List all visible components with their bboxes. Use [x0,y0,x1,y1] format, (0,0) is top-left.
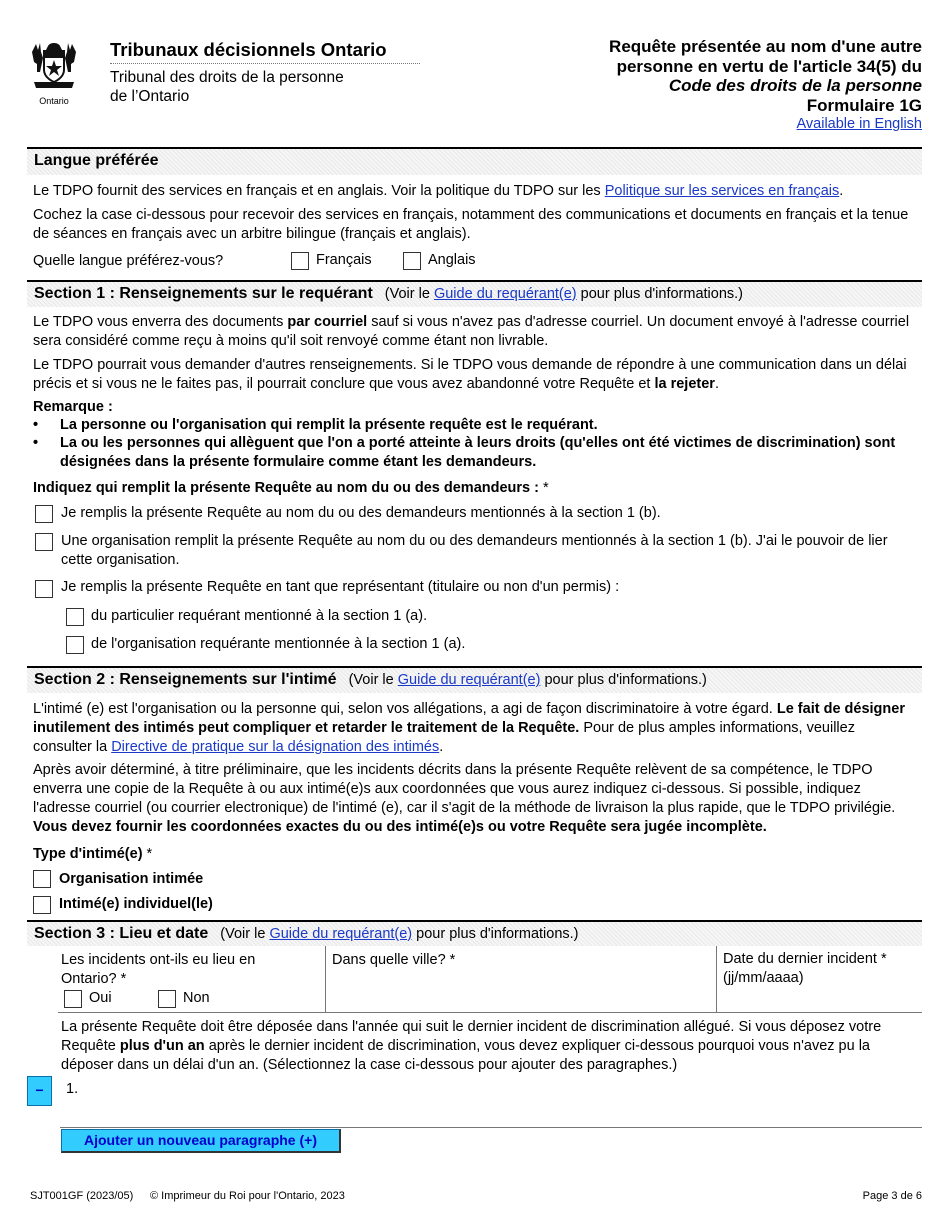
form-code: SJT001GF (2023/05) [30,1190,134,1202]
add-paragraph-button[interactable]: Ajouter un nouveau paragraphe (+) [61,1129,341,1153]
late-filing-a: La présente Requête doit être déposée dans l'année qui suit le dernier incident de discrimination allégué. Si vous déposez votre Requête [61,1019,882,1054]
filer-organization-checkbox[interactable] [35,533,53,551]
delivery-notice-a: Après avoir déterminé, à titre préliminaire, que les incidents décrits dans la présente Requête relèvent de sa compétence, le TDPO enverra une copie de la Requête à ou aux intimé(e)s aux coordonnées que vous aurez indiquez ci-dessous. Si possible, indiquez l'adresse courriel (ou courrier electronique) de l'intimé (e), car il s'agit de la méthode de livraison la plus rapide, que le TDPO privilégie. [33,762,896,816]
applicant-guide-link[interactable]: Guide du requérant(e) [269,926,413,942]
copyright: © Imprimeur du Roi pour l'Ontario, 2023 [150,1190,345,1202]
date-field[interactable] [717,946,922,1012]
tribunal-line-2: de l’Ontario [110,88,190,105]
respondent-def-c: Pour de plus amples informations, veuillez consulter la [33,719,855,755]
form-title-line-1: Requête présentée au nom d'une autre [609,37,922,56]
remark-title: Remarque : [33,399,113,415]
paragraph-number: 1. [66,1081,79,1097]
tribunal-name [110,68,344,106]
respondent-def-b: Le fait de désigner inutilement des intimés peut compliquer et retarder le traitement de la Requête. [33,701,905,736]
city-label: Dans quelle ville? * [332,952,456,968]
ontario-question: Les incidents ont-ils eu lieu en Ontario? * [61,952,256,987]
represent-individual-checkbox[interactable] [66,608,84,626]
guide-note-suffix: pour plus d'informations.) [540,672,707,688]
respondent-type-text: Type d'intimé(e) [33,846,143,862]
respondent-individual-checkbox[interactable] [33,896,51,914]
add-paragraph-rule [60,1127,922,1128]
english-checkbox[interactable] [403,252,421,270]
remove-paragraph-icon: − [35,1082,44,1098]
respondent-delivery-notice [33,761,913,836]
section-1-header [27,280,922,307]
language-question: Quelle langue préférez-vous? [33,253,224,269]
section-2-title: Section 2 : Renseignements sur l'intimé [34,671,337,688]
late-filing-b: plus d'un an [119,1037,205,1054]
delivery-notice-b: Vous devez fournir les coordonnées exactes du ou des intimé(e)s ou votre Requête sera jugée incomplète. [33,818,767,835]
respondent-organization-checkbox[interactable] [33,870,51,888]
respondent-def-d: . [439,738,444,755]
language-section-title: Langue préférée [34,152,159,169]
french-checkbox[interactable] [291,252,309,270]
guide-note-prefix: (Voir le [384,286,434,302]
section-2-guide-note [349,672,707,688]
form-title-block [609,37,922,135]
respondent-individual-label: Intimé(e) individuel(le) [59,896,213,912]
s1-info-request-notice [33,356,913,394]
filer-question [33,479,549,498]
late-filing-c: après le dernier incident de discrimination, vous devez expliquer ci-dessous pourquoi vous n'avez pu la déposer dans un délai d'un an. (Sélectionnez la case ci-dessous pour ajouter des paragraphes.) [61,1037,870,1073]
section-3-title: Section 3 : Lieu et date [34,925,209,942]
language-policy-text [33,182,913,201]
respondent-def-a: L'intimé (e) est l'organisation ou la personne qui, selon vos allégations, a agi de façon discriminatoire à votre égard. [33,701,777,717]
ontario-no-checkbox[interactable] [158,990,176,1008]
section-2-header [27,666,922,693]
section-1-title: Section 1 : Renseignements sur le requérant [34,285,373,302]
ontario-logo [28,38,80,106]
filer-question-text: Indiquez qui remplit la présente Requête au nom du ou des demandeurs : [33,480,539,496]
guide-note-suffix: pour plus d'informations.) [576,286,744,302]
applicant-guide-link[interactable]: Guide du requérant(e) [397,672,541,688]
french-label: Français [316,252,372,268]
available-in-english-link[interactable]: Available in English [796,116,922,132]
language-instructions: Cochez la case ci-dessous pour recevoir des services en français, notamment des communications et documents en français et la tenue de séances en français avec un arbitre bilingue (français et anglais). [33,207,909,242]
remark-bullet-2: • La ou les personnes qui allèguent que l'on a porté atteinte à leurs droits (qu'elles ont été victimes de discrimination) sont désignées dans la présente formulaire comme étant les demandeurs. [33,434,913,472]
language-policy-intro: Le TDPO fournit des services en français et en anglais. Voir la politique du TDPO sur les [33,183,605,199]
tribunal-line-1: Tribunal des droits de la personne [110,69,344,86]
s1-info-b: la rejeter [654,375,715,392]
s1-email-notice [33,313,913,351]
required-marker: * [538,480,549,496]
page-number: Page 3 de 6 [862,1190,922,1202]
remark-bullet-1-text: La personne ou l'organisation qui remplit la présente requête est le requérant. [60,417,598,433]
represent-individual-label: du particulier requérant mentionné à la section 1 (a). [91,608,428,624]
s1-email-notice-c: sauf si vous n'avez pas d'adresse courriel. Un document envoyé à l'adresse courriel sera considéré comme reçu à moins qu'il soit renvoyé comme étant non livrable. [33,314,910,349]
language-policy-end: . [839,183,844,199]
city-field[interactable] [326,946,716,1012]
applicant-guide-link[interactable]: Guide du requérant(e) [433,286,577,302]
form-title-line-3: Code des droits de la personne [668,76,922,95]
section-3-guide-note [220,926,578,942]
form-number: Formulaire 1G [806,95,922,115]
section-1-guide-note [385,286,743,302]
ontario-yes-checkbox[interactable] [64,990,82,1008]
language-section-header [27,147,922,175]
date-format-hint: (jj/mm/aaaa) [723,969,804,986]
filer-self-checkbox[interactable] [35,505,53,523]
filer-representative-label: Je remplis la présente Requête en tant que représentant (titulaire ou non d'un permis) : [61,579,620,595]
filer-self-label: Je remplis la présente Requête au nom du ou des demandeurs mentionnés à la section 1 (b). [61,505,661,521]
date-label: Date du dernier incident * [723,951,887,967]
remark-bullet-2-text: La ou les personnes qui allèguent que l'on a porté atteinte à leurs droits (qu'elles ont été victimes de discrimination) sont désignées dans la présente formulaire comme étant les demandeurs. [60,435,896,470]
guide-note-prefix: (Voir le [220,926,270,942]
header-rule [110,63,420,64]
logo-caption: Ontario [39,95,69,106]
ontario-no-label: Non [183,990,210,1006]
s1-info-a: Le TDPO pourrait vous demander d'autres renseignements. Si le TDPO vous demande de répondre à une communication dans un délai précis et si vous ne le faites pas, il pourrait conclure que vous avez abandonné votre Requête et [33,357,907,392]
form-title-line-2: personne en vertu de l'article 34(5) du [616,56,922,76]
respondent-type-label [33,845,152,864]
guide-note-suffix: pour plus d'informations.) [412,926,579,942]
represent-organization-label: de l'organisation requérante mentionnée à la section 1 (a). [91,636,466,652]
respondent-definition [33,700,913,757]
english-label: Anglais [428,252,476,268]
remark-bullet-1: • La personne ou l'organisation qui remplit la présente requête est le requérant. [33,416,913,435]
guide-note-prefix: (Voir le [348,672,398,688]
french-services-policy-link[interactable]: Politique sur les services en français [604,183,840,199]
filer-representative-checkbox[interactable] [35,580,53,598]
required-marker: * [142,846,153,862]
ontario-yes-label: Oui [89,990,112,1006]
practice-direction-link[interactable]: Directive de pratique sur la désignation des intimés [111,738,440,755]
remove-paragraph-button[interactable] [27,1076,52,1106]
s1-email-notice-a: Le TDPO vous enverra des documents [33,314,288,330]
org-title: Tribunaux décisionnels Ontario [110,39,387,60]
represent-organization-checkbox[interactable] [66,636,84,654]
late-filing-explanation [61,1018,917,1075]
s1-info-c: . [714,375,719,392]
filer-organization-label: Une organisation remplit la présente Requête au nom du ou des demandeurs mentionnés à la section 1 (b). J'ai le pouvoir de lier cette organisation. [61,533,888,568]
section-3-header [27,920,922,946]
s1-email-notice-b: par courriel [287,314,368,330]
paragraph-input[interactable] [80,1076,922,1126]
ontario-coat-of-arms-icon [28,38,80,94]
respondent-organization-label: Organisation intimée [59,871,204,887]
